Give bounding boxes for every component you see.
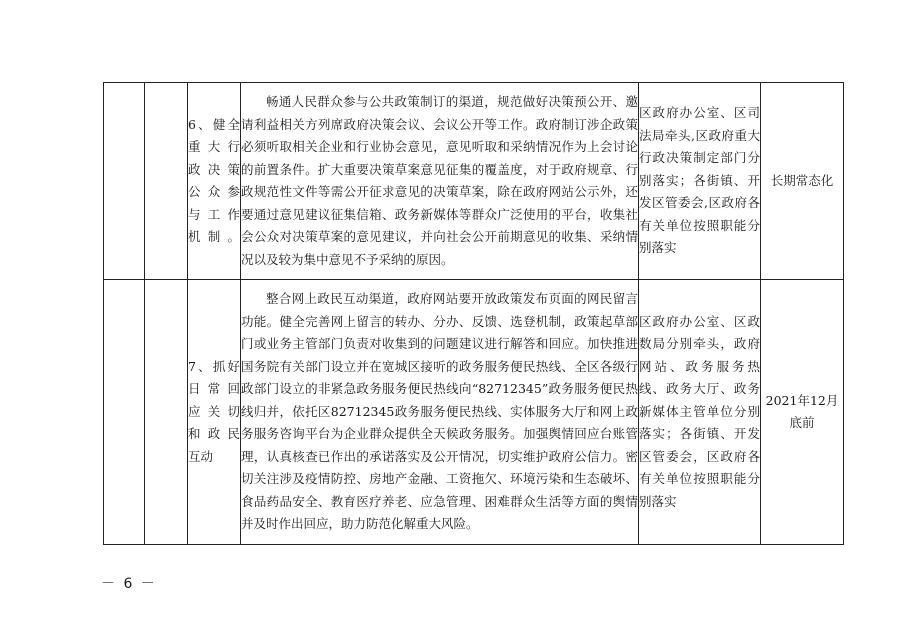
deadline: 长期常态化: [770, 172, 834, 188]
page-number: － 6 －: [101, 576, 157, 592]
task-content-cell: [241, 83, 639, 280]
task-content: 整合网上政民互动渠道，政府网站要开放政策发布页面的网民留言功能。健全完善网上留言的转办、分办、反馈、选登机制，政策起草部门或业务主管部门负责对收集到的问题建议进行解答和回应。加快推进国务院有关部门设立并在宽城区接听的政务服务便民热线、全区各级行政部门设立的非紧急政务服务便民热线向“82712345”政务服务便民热线归并，依托区82712345政务服务便民热线、实体服务大厅和网上政务服务咨询平台为企业群众提供全天候政务服务。加强舆情回应台账管理，认真核查已作出的承诺落实及公开情况，切实维护政府公信力。密切关注涉及疫情防控、房地产金融、工资拖欠、环境污染和生态破坏、食品药品安全、教育医疗养老、应急管理、困难群众生活等方面的舆情并及时作出回应，助力防范化解重大风险。: [241, 291, 638, 532]
task-item-line: 政决策: [188, 161, 240, 177]
task-table: [103, 82, 844, 545]
task-item-line: 机制。: [188, 229, 240, 244]
table-row: [104, 280, 844, 545]
responsible-department-cell: [639, 280, 761, 545]
responsible-department: 区政府办公室、区司法局牵头,区政府重大行政决策制定部门分别落实；各街镇、开发区管委会,区政府各有关单位按照职能分别落实: [639, 105, 760, 256]
subcategory-cell: [145, 83, 188, 280]
subcategory-cell: [145, 280, 188, 545]
responsible-department-cell: [639, 83, 761, 280]
task-item-line: 互动: [188, 448, 214, 464]
task-content: 畅通人民群众参与公共政策制订的渠道，规范做好决策预公开、邀请利益相关方列席政府决策会议、会议公开等工作。政府制订涉企政策必须听取相关企业和行业协会意见，意见听取和采纳情况作为上会讨论的前置条件。扩大重要决策草案意见征集的覆盖度，对于政府规章、行政规范性文件等需公开征求意见的决策草案，除在政府网站公示外，还要通过意见建议征集信箱、政务新媒体等群众广泛使用的平台，收集社会公众对决策草案的意见建议，并向社会公开前期意见的收集、采纳情况以及较为集中意见不予采纳的原因。: [241, 94, 638, 267]
category-cell: [104, 83, 145, 280]
task-item-line: 6、健全: [188, 116, 240, 132]
task-item-line: 日常回: [188, 381, 240, 397]
responsible-department: 区政府办公室、区政数局分别牵头，政府网站、政务服务热线、政务大厅、政务新媒体主管单位分别落实；各街镇、开发区管委会，区政府各有关单位按照职能分别落实: [639, 313, 760, 509]
table-row: [104, 83, 844, 280]
deadline: 2021年12月底前: [765, 392, 839, 430]
task-item-line: 和政民: [188, 426, 240, 442]
task-item-line: 7、抓好: [188, 358, 240, 374]
task-content-cell: [241, 280, 639, 545]
task-item-line: 与工作: [188, 206, 240, 222]
task-item-line: 应关切: [188, 403, 240, 419]
deadline-cell: [761, 280, 844, 545]
category-cell: [104, 280, 145, 545]
deadline-cell: [761, 83, 844, 280]
task-item-line: 重大行: [188, 139, 240, 154]
task-item-cell: [188, 83, 241, 280]
task-item-line: 公众参: [188, 184, 240, 199]
task-item-cell: [188, 280, 241, 545]
